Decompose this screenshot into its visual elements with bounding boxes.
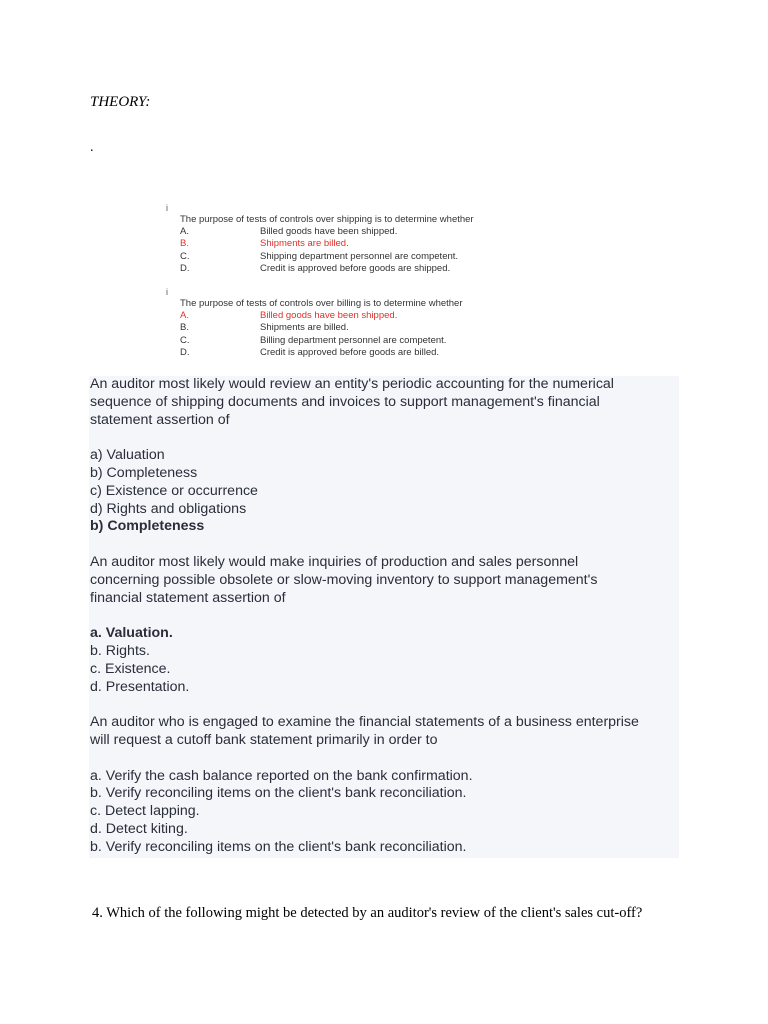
questions-panel [90,376,680,857]
q3-option: a. Verify the cash balance reported on the bank confirmation. [90,767,473,784]
q2-answer: a. Valuation. [90,625,173,642]
q3-text-line: An auditor who is engaged to examine the financial statements of a business enterprise [90,714,639,731]
q1-text-line: An auditor most likely would review an entity's periodic accounting for the numerical [90,376,614,392]
theory-heading: THEORY: [90,94,151,110]
q2-text-line: financial statement assertion of [90,589,286,606]
scanned-question-shipping [166,203,486,275]
scan-option: A. Billed goods have been shipped. [180,226,398,238]
scanned-question-billing [166,287,486,359]
scan-marker: i [166,287,168,297]
q1-answer: b) Completeness [90,518,205,535]
scan-option-highlighted: B. Shipments are billed. [180,238,349,250]
stray-dot: . [90,140,94,155]
q3-option: d. Detect kiting. [90,820,188,837]
q1-option: d) Rights and obligations [90,500,247,517]
q2-option: d. Presentation. [90,678,190,695]
scan-option: B. Shipments are billed. [180,322,349,334]
q2-option: b. Rights. [90,642,150,659]
q2-text-line: concerning possible obsolete or slow-moving inventory to support management's [90,571,598,588]
scan-option: C. Shipping department personnel are competent. [180,250,459,262]
question-4: 4. Which of the following might be detected by an auditor's review of the client's sales cut-off? [92,905,643,921]
scan-option: D. Credit is approved before goods are billed. [180,346,440,358]
q1-text-line: sequence of shipping documents and invoices to support management's financial [90,393,600,410]
scan-question-text: The purpose of tests of controls over shipping is to determine whether [180,214,474,225]
q1-option: b) Completeness [90,464,198,481]
scan-marker: i [166,203,168,213]
q3-text-line: will request a cutoff bank statement primarily in order to [90,731,438,748]
scan-option: D. Credit is approved before goods are shipped. [180,262,451,274]
scan-question-text: The purpose of tests of controls over billing is to determine whether [180,298,463,309]
q1-option: c) Existence or occurrence [90,482,258,499]
q3-answer: b. Verify reconciling items on the client's bank reconciliation. [90,838,467,855]
scan-option-highlighted: A. Billed goods have been shipped. [180,310,398,322]
scan-option: C. Billing department personnel are competent. [180,334,447,346]
q3-option: c. Detect lapping. [90,803,200,820]
q1-option: a) Valuation [90,447,165,464]
q1-text-line: statement assertion of [90,411,230,428]
q2-text-line: An auditor most likely would make inquiries of production and sales personnel [90,553,579,570]
q2-option: c. Existence. [90,660,171,677]
q3-option: b. Verify reconciling items on the client's bank reconciliation. [90,785,467,802]
